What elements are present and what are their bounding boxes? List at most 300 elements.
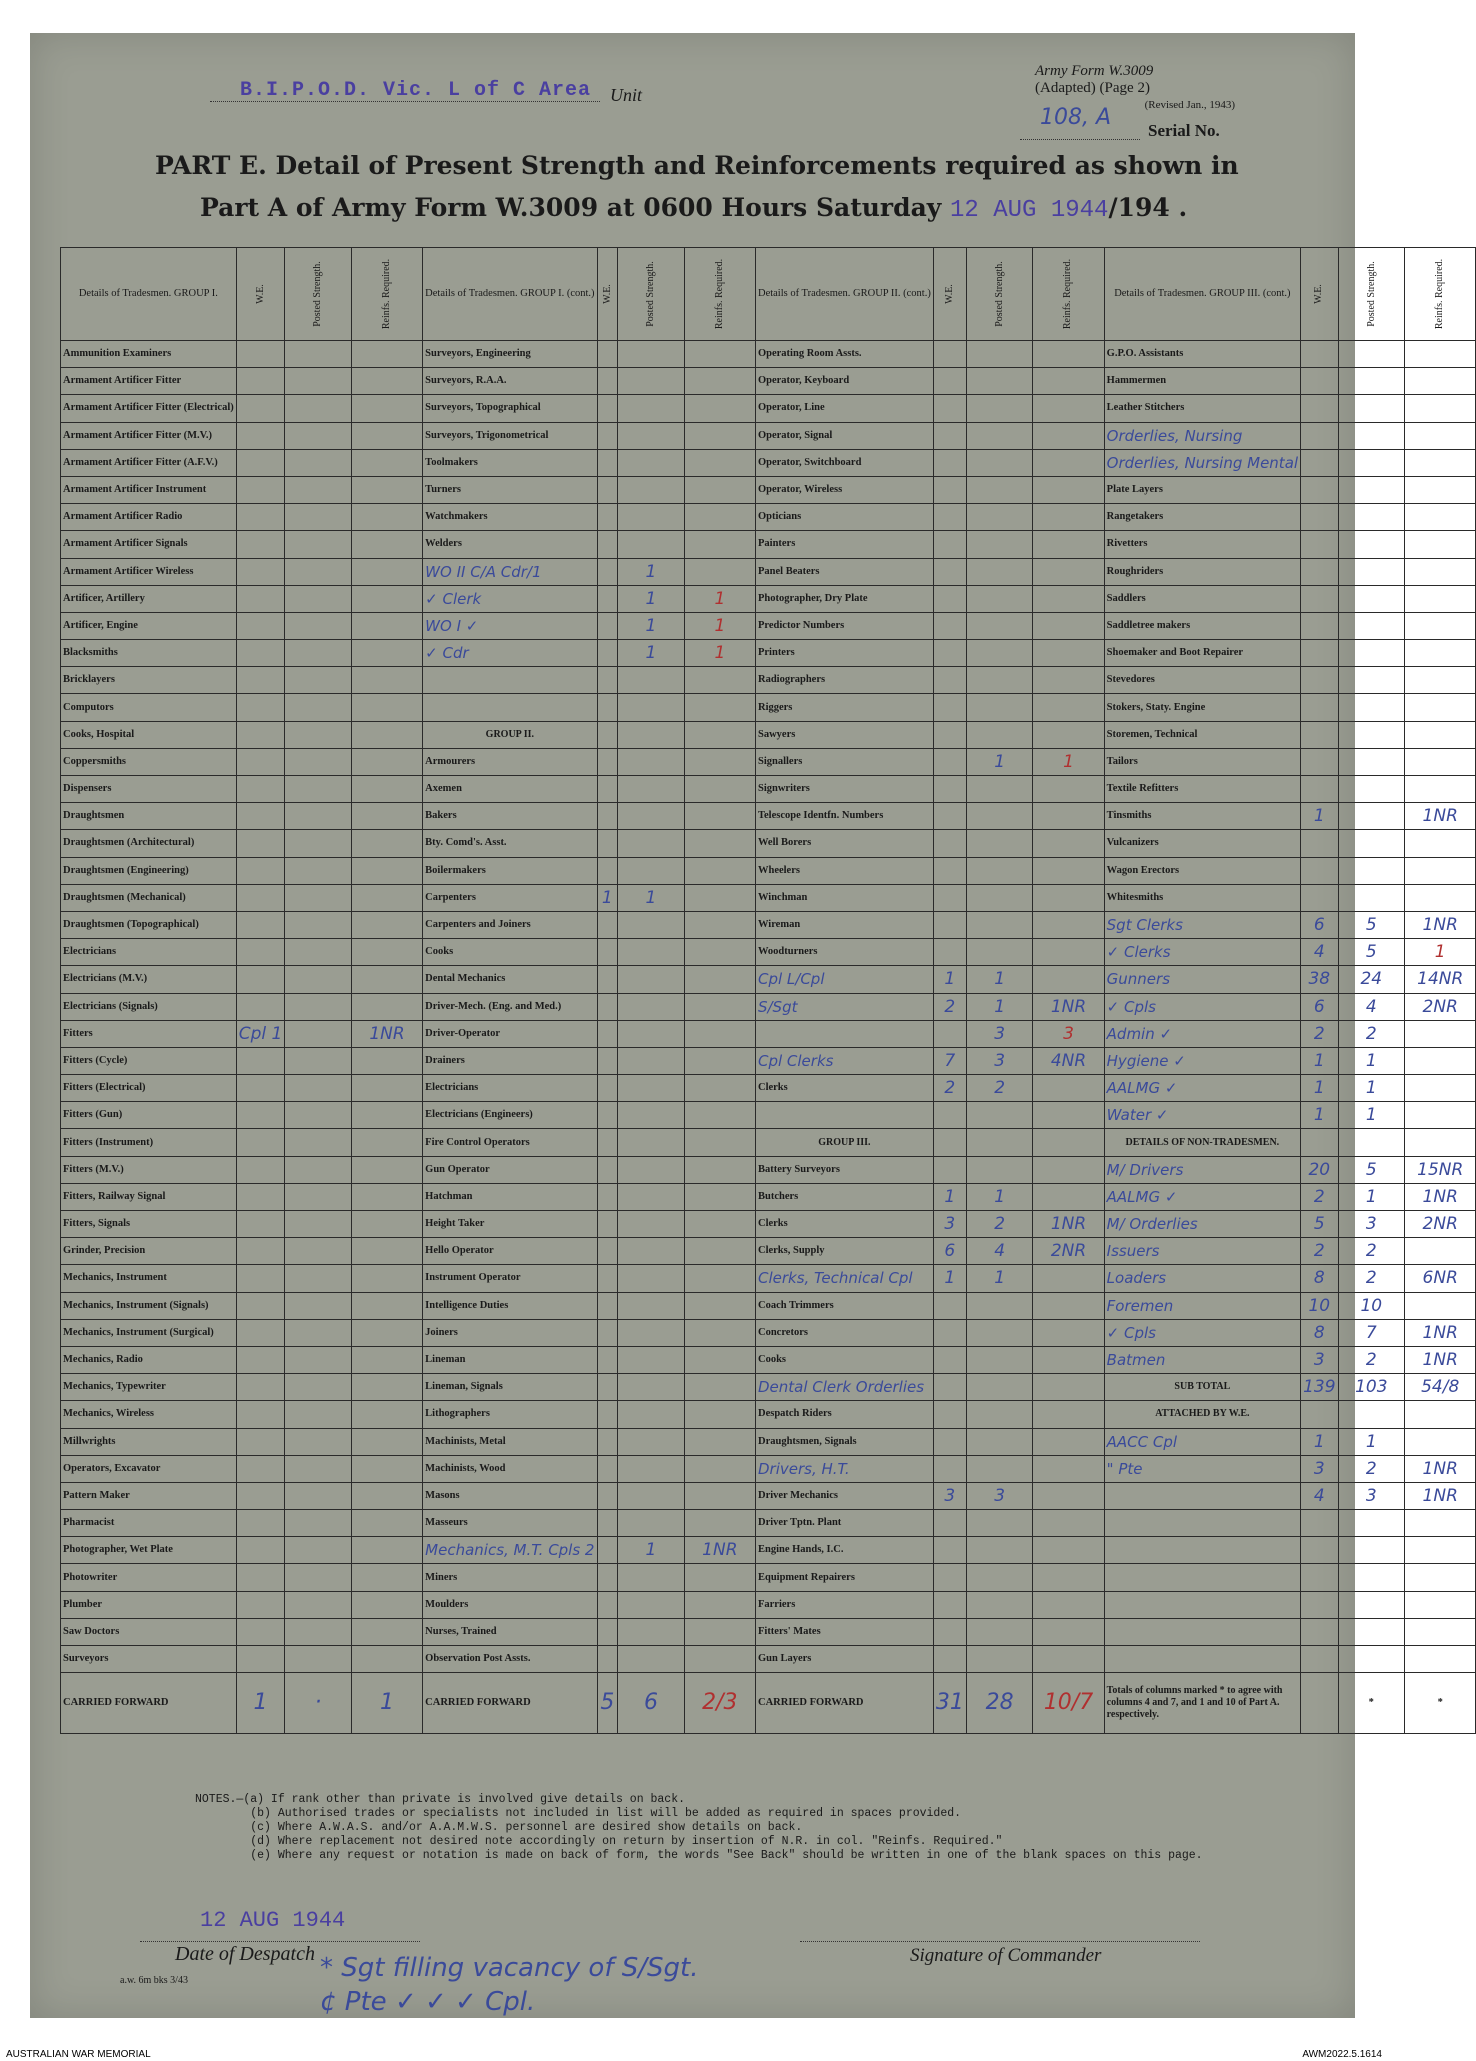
we-cell <box>597 1401 618 1428</box>
table-row <box>61 667 1476 694</box>
trade-name: Toolmakers <box>423 449 597 476</box>
table-row <box>61 1265 1476 1292</box>
reinfs-cell: 4NR <box>1033 1047 1104 1074</box>
table-row <box>61 884 1476 911</box>
we-cell <box>1301 1591 1338 1618</box>
reinfs-cell <box>684 1455 755 1482</box>
trade-name: Panel Beaters <box>755 558 933 585</box>
posted-cell <box>285 1346 352 1373</box>
reinfs-cell <box>684 1047 755 1074</box>
reinfs-cell <box>684 993 755 1020</box>
trade-name: SUB TOTAL <box>1104 1374 1300 1401</box>
trade-name: Woodturners <box>755 939 933 966</box>
reinfs-cell <box>1405 1591 1476 1618</box>
cf-g2c-we: 31 <box>933 1673 966 1734</box>
reinfs-cell <box>351 1129 422 1156</box>
reinfs-cell <box>351 449 422 476</box>
we-cell <box>933 476 966 503</box>
reinfs-cell <box>351 422 422 449</box>
posted-cell <box>1338 640 1405 667</box>
posted-cell: 1 <box>618 585 685 612</box>
reinfs-cell <box>1033 585 1104 612</box>
we-cell: 2 <box>933 1075 966 1102</box>
reinfs-cell <box>351 1183 422 1210</box>
trade-name: Draughtsmen, Signals <box>755 1428 933 1455</box>
reinfs-cell <box>1405 585 1476 612</box>
trade-name: Carpenters and Joiners <box>423 911 597 938</box>
table-row <box>61 341 1476 368</box>
we-cell <box>1301 1646 1338 1673</box>
we-cell: 3 <box>1301 1455 1338 1482</box>
trade-name: AALMG ✓ <box>1104 1183 1300 1210</box>
we-cell <box>236 1564 285 1591</box>
posted-cell: 1 <box>1338 1428 1405 1455</box>
trade-name: Concretors <box>755 1319 933 1346</box>
reinfs-cell <box>1405 1510 1476 1537</box>
table-row <box>61 640 1476 667</box>
reinfs-cell <box>684 1428 755 1455</box>
date-stamp: 12 AUG 1944 <box>950 197 1109 224</box>
reinfs-cell <box>684 449 755 476</box>
table-row <box>61 1482 1476 1509</box>
posted-cell <box>966 857 1033 884</box>
reinfs-cell <box>1405 830 1476 857</box>
we-cell <box>1301 422 1338 449</box>
reinfs-cell <box>351 1346 422 1373</box>
we-cell <box>933 803 966 830</box>
reinfs-cell <box>1033 1455 1104 1482</box>
we-cell: 10 <box>1301 1292 1338 1319</box>
posted-cell <box>618 748 685 775</box>
reinfs-cell <box>351 803 422 830</box>
posted-cell <box>966 911 1033 938</box>
reinfs-cell <box>1405 1129 1476 1156</box>
posted-cell <box>1338 803 1405 830</box>
we-cell <box>597 640 618 667</box>
posted-cell <box>966 531 1033 558</box>
trade-name: Electricians <box>423 1075 597 1102</box>
trade-name: Operator, Keyboard <box>755 368 933 395</box>
table-row <box>61 1129 1476 1156</box>
reinfs-cell <box>351 368 422 395</box>
trade-name: Nurses, Trained <box>423 1618 597 1645</box>
trade-name: Operator, Signal <box>755 422 933 449</box>
posted-cell <box>1338 776 1405 803</box>
we-cell: 38 <box>1301 966 1338 993</box>
reinfs-cell <box>684 1020 755 1047</box>
reinfs-cell <box>1405 1618 1476 1645</box>
title-line-2-text: Part A of Army Form W.3009 at 0600 Hours Saturday <box>200 193 942 222</box>
trade-name: Sgt Clerks <box>1104 911 1300 938</box>
trade-name: Operator, Line <box>755 395 933 422</box>
we-cell <box>236 368 285 395</box>
we-cell <box>597 1455 618 1482</box>
reinfs-cell <box>1033 640 1104 667</box>
posted-cell <box>1338 694 1405 721</box>
reinfs-cell <box>1405 1401 1476 1428</box>
trade-name: Surveyors, Engineering <box>423 341 597 368</box>
we-cell <box>597 748 618 775</box>
we-cell <box>1301 857 1338 884</box>
posted-cell: 1 <box>966 1183 1033 1210</box>
reinfs-cell <box>1033 1591 1104 1618</box>
trade-name: DETAILS OF NON-TRADESMEN. <box>1104 1129 1300 1156</box>
posted-cell <box>285 993 352 1020</box>
reinfs-cell <box>1405 612 1476 639</box>
posted-cell: 2 <box>966 1211 1033 1238</box>
strength-table <box>60 247 1476 1734</box>
table-row <box>61 1591 1476 1618</box>
reinfs-cell <box>1033 939 1104 966</box>
posted-cell: 1 <box>966 748 1033 775</box>
carried-forward-label: CARRIED FORWARD <box>61 1673 237 1734</box>
we-cell <box>236 1537 285 1564</box>
trade-name: Gunners <box>1104 966 1300 993</box>
posted-cell <box>618 341 685 368</box>
posted-cell: 4 <box>966 1238 1033 1265</box>
we-cell <box>597 1129 618 1156</box>
posted-cell <box>966 1646 1033 1673</box>
we-cell <box>597 585 618 612</box>
posted-cell <box>285 1020 352 1047</box>
posted-cell <box>618 1183 685 1210</box>
table-row <box>61 993 1476 1020</box>
posted-cell <box>1338 748 1405 775</box>
we-cell <box>597 1510 618 1537</box>
posted-cell <box>966 422 1033 449</box>
reinfs-cell <box>684 1346 755 1373</box>
trade-name: Opticians <box>755 504 933 531</box>
reinfs-cell <box>1033 612 1104 639</box>
we-cell <box>597 1374 618 1401</box>
we-cell: 3 <box>933 1211 966 1238</box>
reinfs-cell <box>351 1510 422 1537</box>
table-row <box>61 612 1476 639</box>
table-row <box>61 1646 1476 1673</box>
posted-cell: 1 <box>1338 1102 1405 1129</box>
we-cell <box>597 1047 618 1074</box>
trade-name <box>1104 1618 1300 1645</box>
trade-name: Boilermakers <box>423 857 597 884</box>
trade-name: Cpl L/Cpl <box>755 966 933 993</box>
posted-cell <box>1338 884 1405 911</box>
trade-name: Clerks <box>755 1211 933 1238</box>
reinfs-cell <box>1405 422 1476 449</box>
trade-name: Hygiene ✓ <box>1104 1047 1300 1074</box>
posted-cell <box>966 1618 1033 1645</box>
unit-label: Unit <box>610 85 643 105</box>
trade-name: Fitters (Cycle) <box>61 1047 237 1074</box>
posted-cell <box>618 1428 685 1455</box>
reinfs-cell <box>684 1510 755 1537</box>
credit-left: AUSTRALIAN WAR MEMORIAL <box>6 2049 151 2060</box>
reinfs-cell <box>684 1591 755 1618</box>
table-body <box>61 341 1476 1673</box>
table-row <box>61 1401 1476 1428</box>
posted-cell <box>966 1346 1033 1373</box>
posted-cell <box>618 803 685 830</box>
posted-cell <box>618 531 685 558</box>
trade-name: Fitters <box>61 1020 237 1047</box>
reinfs-cell <box>351 1564 422 1591</box>
posted-cell <box>1338 721 1405 748</box>
we-cell <box>597 1537 618 1564</box>
reinfs-cell <box>351 1428 422 1455</box>
posted-cell <box>285 1183 352 1210</box>
trade-name: " Pte <box>1104 1455 1300 1482</box>
posted-cell <box>618 449 685 476</box>
trade-name: Dental Clerk Orderlies <box>755 1374 933 1401</box>
unit-stamp: B.I.P.O.D. Vic. L of C Area <box>240 79 592 102</box>
trade-name: Drainers <box>423 1047 597 1074</box>
reinfs-cell <box>1405 341 1476 368</box>
we-cell <box>236 911 285 938</box>
posted-cell <box>1338 1564 1405 1591</box>
we-cell: 3 <box>933 1482 966 1509</box>
table-row <box>61 1537 1476 1564</box>
reinfs-cell <box>351 830 422 857</box>
reinfs-cell <box>684 395 755 422</box>
reinfs-cell <box>1033 476 1104 503</box>
trade-name: Winchman <box>755 884 933 911</box>
we-cell <box>597 341 618 368</box>
reinfs-cell <box>351 667 422 694</box>
we-cell <box>933 694 966 721</box>
reinfs-cell <box>351 857 422 884</box>
table-row <box>61 1156 1476 1183</box>
we-cell <box>933 939 966 966</box>
reinfs-cell <box>1405 476 1476 503</box>
posted-cell <box>618 857 685 884</box>
we-cell <box>597 1020 618 1047</box>
posted-cell <box>618 395 685 422</box>
reinfs-cell <box>1033 1646 1104 1673</box>
we-cell <box>597 1075 618 1102</box>
trade-name: Saw Doctors <box>61 1618 237 1645</box>
reinfs-cell <box>351 1265 422 1292</box>
cf-star: * <box>1338 1673 1405 1734</box>
trade-name: Orderlies, Nursing <box>1104 422 1300 449</box>
trade-name: Computors <box>61 694 237 721</box>
posted-cell: 10 <box>1338 1292 1405 1319</box>
posted-cell <box>285 1156 352 1183</box>
reinfs-cell <box>351 1401 422 1428</box>
trade-name: Turners <box>423 476 597 503</box>
trade-name: Coach Trimmers <box>755 1292 933 1319</box>
reinfs-cell <box>684 1265 755 1292</box>
trade-name: Grinder, Precision <box>61 1238 237 1265</box>
trade-name: Telescope Identfn. Numbers <box>755 803 933 830</box>
trade-name: Cooks <box>755 1346 933 1373</box>
we-cell <box>933 748 966 775</box>
reinfs-cell: 2NR <box>1405 993 1476 1020</box>
trade-name: Masseurs <box>423 1510 597 1537</box>
reinfs-cell <box>684 694 755 721</box>
reinfs-cell <box>684 721 755 748</box>
reinfs-cell <box>1033 558 1104 585</box>
reinfs-cell <box>684 476 755 503</box>
posted-cell: 2 <box>1338 1265 1405 1292</box>
we-cell <box>933 640 966 667</box>
we-cell <box>1301 1618 1338 1645</box>
trade-name: Stevedores <box>1104 667 1300 694</box>
trade-name: Butchers <box>755 1183 933 1210</box>
we-cell <box>1301 341 1338 368</box>
we-cell <box>236 531 285 558</box>
we-cell <box>236 1238 285 1265</box>
reinfs-cell <box>1033 911 1104 938</box>
trade-name: Clerks <box>755 1075 933 1102</box>
we-cell <box>597 803 618 830</box>
reinfs-cell: 1NR <box>1405 911 1476 938</box>
we-cell <box>933 341 966 368</box>
we-cell <box>1301 1401 1338 1428</box>
trade-name: Draughtsmen (Topographical) <box>61 911 237 938</box>
we-cell <box>933 667 966 694</box>
trade-name: Miners <box>423 1564 597 1591</box>
reinfs-cell <box>684 1102 755 1129</box>
posted-cell <box>966 667 1033 694</box>
trade-name: Armament Artificer Fitter (Electrical) <box>61 395 237 422</box>
trade-name: Driver-Mech. (Eng. and Med.) <box>423 993 597 1020</box>
table-row <box>61 1292 1476 1319</box>
reinfs-cell <box>1033 1183 1104 1210</box>
we-cell <box>597 1618 618 1645</box>
table-row <box>61 1510 1476 1537</box>
posted-cell <box>618 476 685 503</box>
posted-cell <box>285 1455 352 1482</box>
we-cell <box>933 504 966 531</box>
col-posted: Posted Strength. <box>285 248 352 341</box>
reinfs-cell <box>1405 368 1476 395</box>
reinfs-cell <box>1033 1346 1104 1373</box>
trade-name: Whitesmiths <box>1104 884 1300 911</box>
reinfs-cell <box>351 612 422 639</box>
we-cell <box>933 1156 966 1183</box>
we-cell <box>1301 830 1338 857</box>
reinfs-cell <box>351 1047 422 1074</box>
reinfs-cell <box>1405 776 1476 803</box>
posted-cell <box>966 1428 1033 1455</box>
posted-cell <box>618 1401 685 1428</box>
trade-name: Signallers <box>755 748 933 775</box>
reinfs-cell: 1NR <box>1405 1319 1476 1346</box>
cf-g1c-reinfs: 2/3 <box>684 1673 755 1734</box>
trade-name: Coppersmiths <box>61 748 237 775</box>
col-posted: Posted Strength. <box>618 248 685 341</box>
we-cell <box>236 1428 285 1455</box>
col-we: W.E. <box>597 248 618 341</box>
we-cell: 2 <box>1301 1183 1338 1210</box>
we-cell: 1 <box>933 966 966 993</box>
posted-cell: 3 <box>966 1047 1033 1074</box>
reinfs-cell <box>1405 640 1476 667</box>
table-row <box>61 1455 1476 1482</box>
reinfs-cell: 6NR <box>1405 1265 1476 1292</box>
reinfs-cell <box>684 1183 755 1210</box>
we-cell <box>933 1319 966 1346</box>
we-cell: 2 <box>1301 1238 1338 1265</box>
reinfs-cell <box>684 1211 755 1238</box>
table-row <box>61 422 1476 449</box>
reinfs-cell <box>1033 1129 1104 1156</box>
posted-cell <box>1338 341 1405 368</box>
reinfs-cell <box>1033 1292 1104 1319</box>
posted-cell <box>618 1238 685 1265</box>
trade-name: Water ✓ <box>1104 1102 1300 1129</box>
trade-name: Armament Artificer Radio <box>61 504 237 531</box>
we-cell <box>597 911 618 938</box>
title-line-1: PART E. Detail of Present Strength and Reinforcements required as shown in <box>155 151 1239 180</box>
trade-name: Storemen, Technical <box>1104 721 1300 748</box>
we-cell: 4 <box>1301 939 1338 966</box>
we-cell <box>597 1346 618 1373</box>
cf-star: * <box>1405 1673 1476 1734</box>
reinfs-cell <box>1033 531 1104 558</box>
posted-cell <box>966 1292 1033 1319</box>
posted-cell <box>618 776 685 803</box>
we-cell: Cpl 1 <box>236 1020 285 1047</box>
reinfs-cell <box>684 911 755 938</box>
trade-name: Hammermen <box>1104 368 1300 395</box>
trade-name: Textile Refitters <box>1104 776 1300 803</box>
we-cell <box>236 966 285 993</box>
posted-cell: 2 <box>966 1075 1033 1102</box>
trade-name: Electricians <box>61 939 237 966</box>
we-cell: 1 <box>1301 1047 1338 1074</box>
reinfs-cell <box>1033 857 1104 884</box>
we-cell: 8 <box>1301 1319 1338 1346</box>
trade-name: Riggers <box>755 694 933 721</box>
posted-cell <box>1338 449 1405 476</box>
posted-cell: 5 <box>1338 1156 1405 1183</box>
we-cell <box>933 911 966 938</box>
posted-cell <box>285 1618 352 1645</box>
reinfs-cell <box>351 1238 422 1265</box>
posted-cell <box>618 1047 685 1074</box>
reinfs-cell <box>684 368 755 395</box>
reinfs-cell <box>351 1102 422 1129</box>
we-cell <box>236 857 285 884</box>
posted-cell <box>966 830 1033 857</box>
reinfs-cell <box>351 504 422 531</box>
we-cell <box>1301 449 1338 476</box>
posted-cell: 3 <box>1338 1482 1405 1509</box>
posted-cell <box>1338 1129 1405 1156</box>
we-cell <box>1301 476 1338 503</box>
posted-cell <box>285 1075 352 1102</box>
posted-cell <box>285 1482 352 1509</box>
we-cell <box>933 1428 966 1455</box>
posted-cell <box>618 1374 685 1401</box>
posted-cell <box>966 939 1033 966</box>
posted-cell <box>285 1129 352 1156</box>
trade-name: ✓ Clerk <box>423 585 597 612</box>
table-row <box>61 911 1476 938</box>
posted-cell <box>966 1401 1033 1428</box>
reinfs-cell <box>351 694 422 721</box>
we-cell <box>933 1129 966 1156</box>
we-cell <box>933 1020 966 1047</box>
reinfs-cell <box>684 1564 755 1591</box>
posted-cell <box>1338 1401 1405 1428</box>
reinfs-cell <box>684 1319 755 1346</box>
reinfs-cell: 15NR <box>1405 1156 1476 1183</box>
we-cell: 1 <box>933 1265 966 1292</box>
reinfs-cell <box>1033 449 1104 476</box>
posted-cell <box>1338 1591 1405 1618</box>
reinfs-cell <box>351 1537 422 1564</box>
